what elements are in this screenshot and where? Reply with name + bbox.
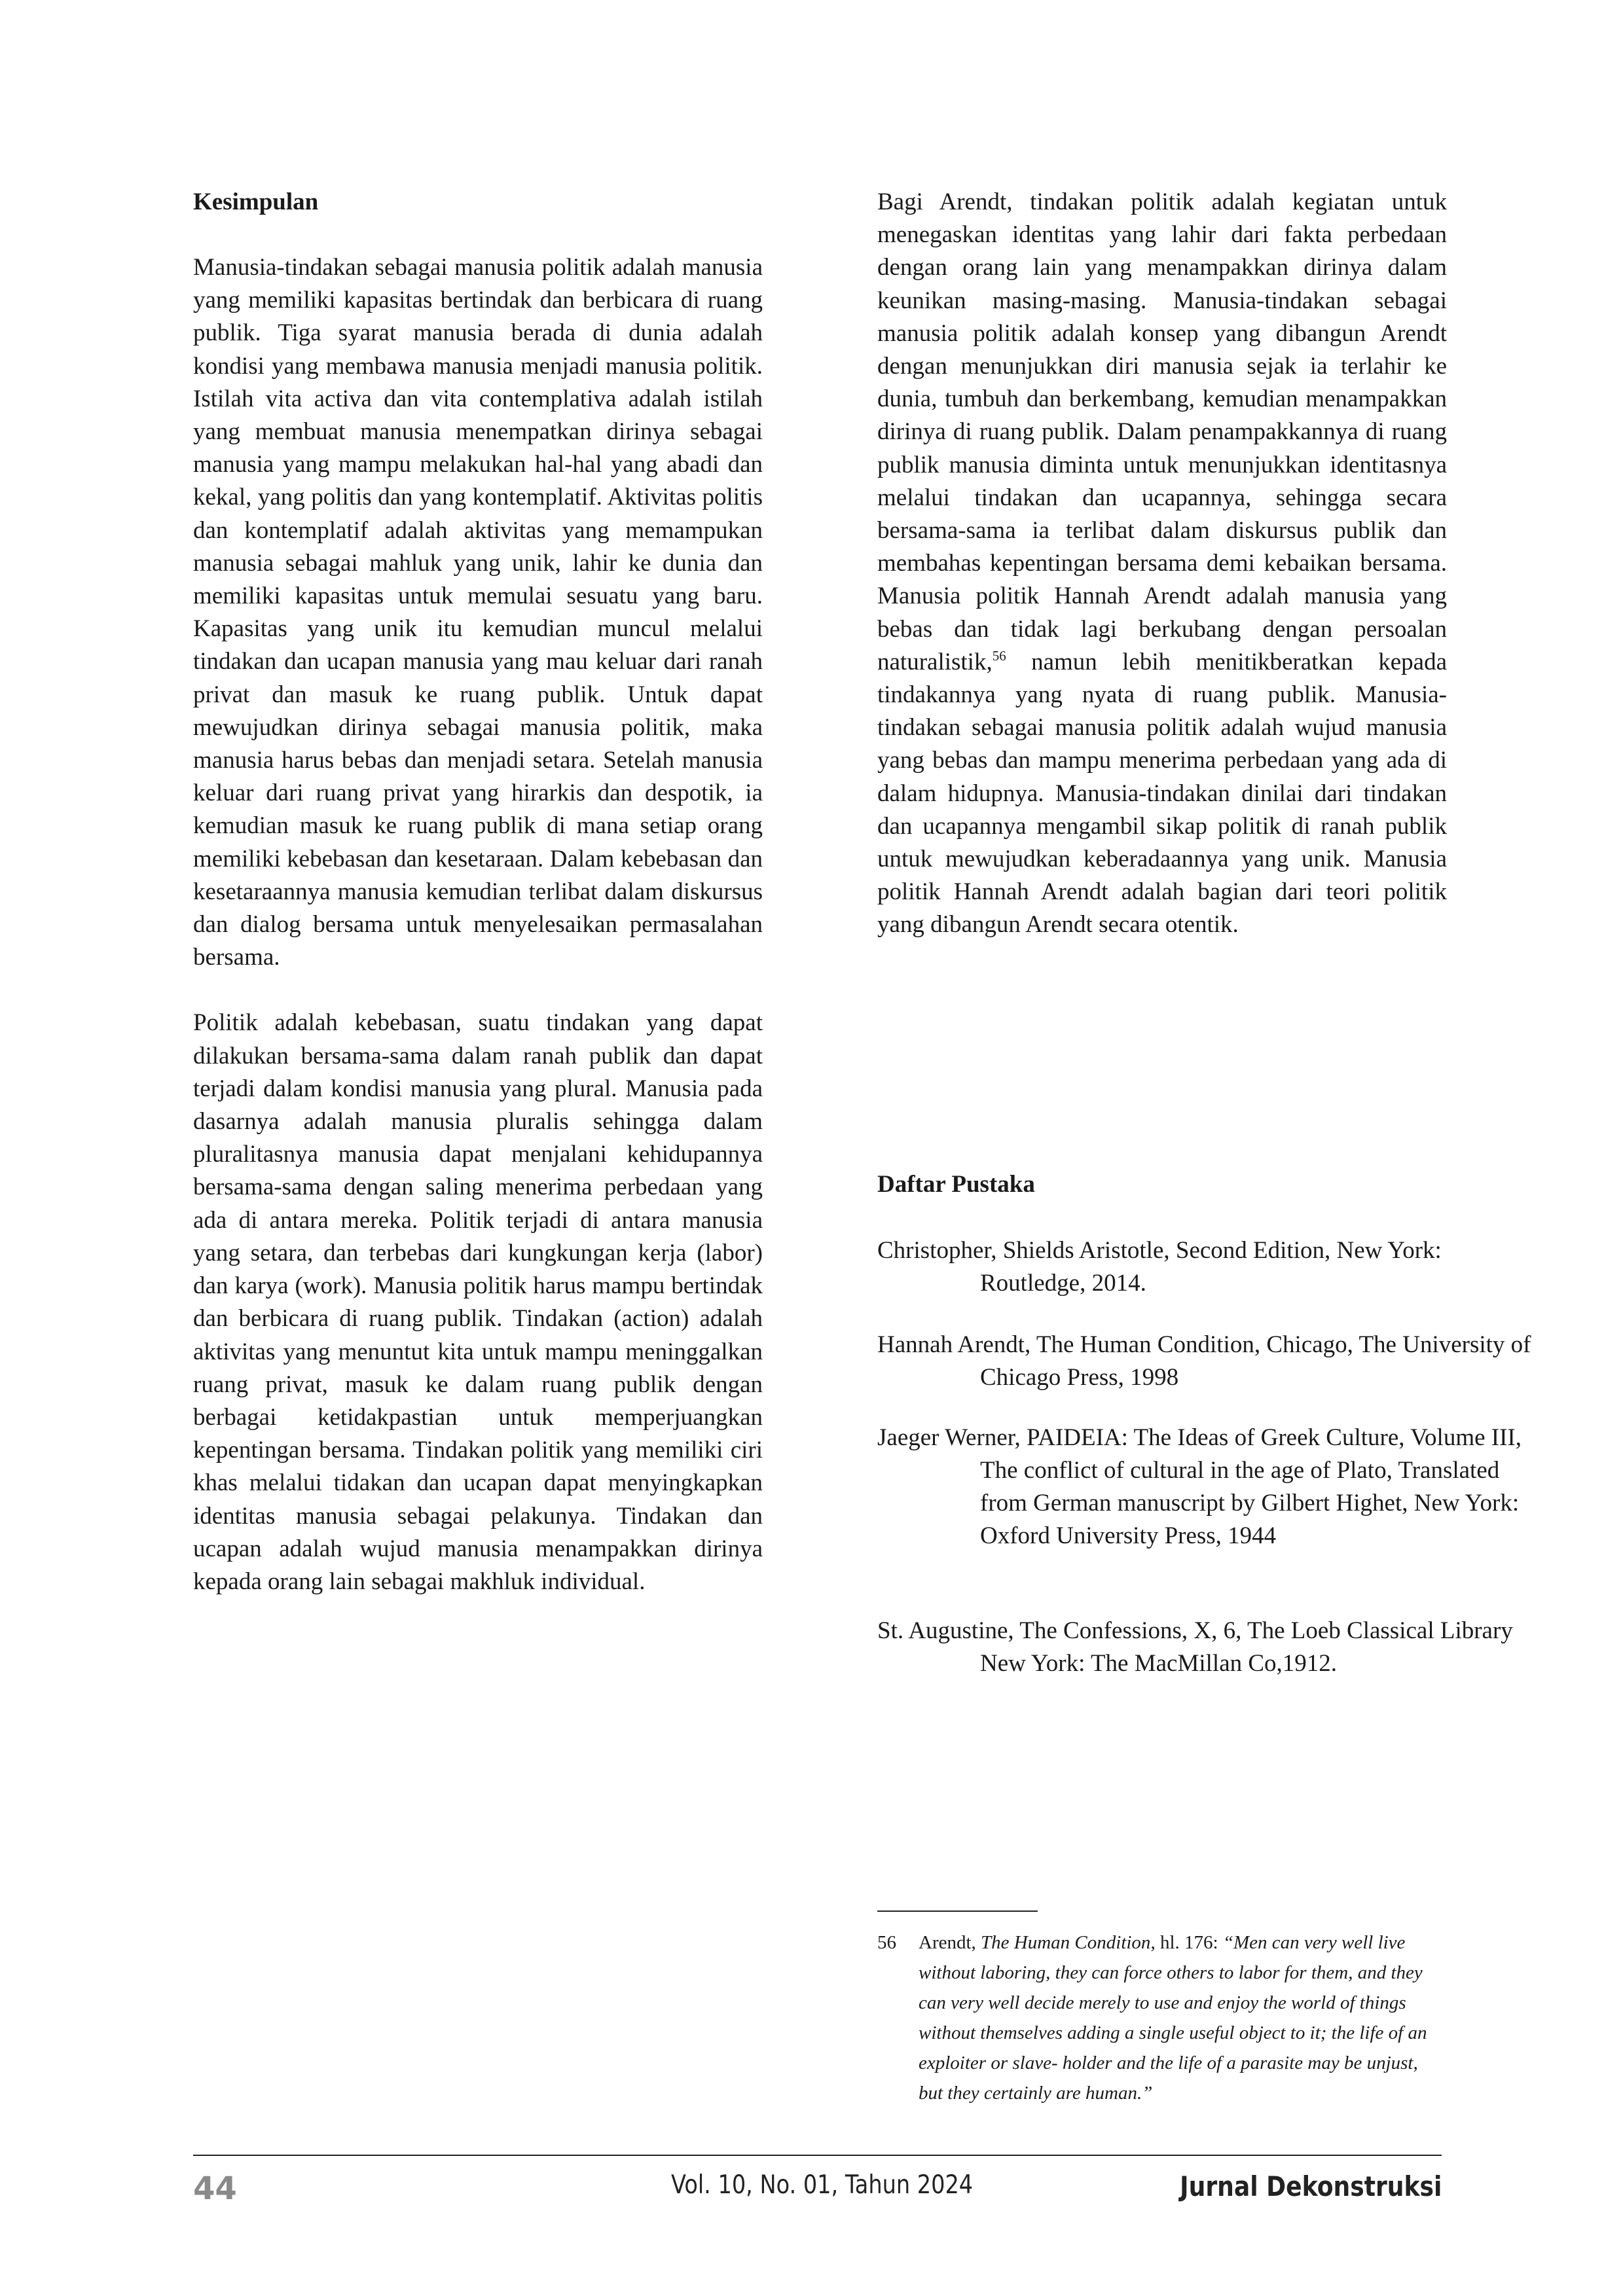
section-heading-conclusion: Kesimpulan [193,188,319,215]
bibliography-entry: St. Augustine, The Confessions, X, 6, The Loeb Classical Library New York: The MacMillan Co,1912. [877,1617,1513,1677]
body-paragraph: Politik adalah kebebasan, suatu tindakan yang dapat dilakukan bersama-sama dalam ranah publik dan dapat terjadi dalam kondisi manusia yang plural. Manusia pada dasarnya adalah manusia pluralis sehingga dalam pluralitasnya manusia dapat menjalani kehidupannya bersama-sama dengan saling menerima perbedaan yang ada di antara mereka. Politik terjadi di antara manusia yang setara, dan terbebas dari kungkungan kerja (labor) dan karya (work). Manusia politik harus mampu bertindak dan berbicara di ruang publik. Tindakan (action) adalah aktivitas yang menuntut kita untuk mampu meninggalkan ruang privat, masuk ke dalam ruang publik dengan berbagai ketidakpastian untuk memperjuangkan kepentingan bersama. Tindakan politik yang memiliki ciri khas melalui tidakan dan ucapan dapat menyingkapkan identitas manusia sebagai pelakunya. Tindakan dan ucapan adalah wujud manusia menampakkan dirinya kepada orang lain sebagai makhluk individual. [193,1009,763,1595]
footnote-number: 56 [877,1932,896,1953]
footnote-reference[interactable]: 56 [992,647,1006,664]
page-number: 44 [193,2170,237,2207]
footnote-text [919,1928,1447,2108]
footnote-title: The Human Condition [981,1932,1151,1953]
bibliography-entry: Jaeger Werner, PAIDEIA: The Ideas of Greek Culture, Volume III, The conflict of cultural in the age of Plato, Translated from German manuscript by Gilbert Highet, New York: Oxford University Press, 1944 [877,1424,1522,1549]
footer-divider [193,2155,1442,2156]
left-column [193,186,763,1598]
footnote-author: Arendt, [919,1932,981,1953]
footnote-divider [877,1910,1038,1912]
right-column [877,186,1447,942]
body-paragraph: Manusia-tindakan sebagai manusia politik adalah manusia yang memiliki kapasitas bertindak dan berbicara di ruang publik. Tiga syarat manusia berada di dunia adalah kondisi yang membawa manusia menjadi manusia politik. Istilah vita activa dan vita contemplativa adalah istilah yang membuat manusia menempatkan dirinya sebagai manusia yang mampu melakukan hal-hal yang abadi dan kekal, yang politis dan yang kontemplatif. Aktivitas politis dan kontemplatif adalah aktivitas yang memampukan manusia sebagai mahluk yang unik, lahir ke dunia dan memiliki kapasitas untuk memulai sesuatu yang baru. Kapasitas yang unik itu kemudian muncul melalui tindakan dan ucapan manusia yang mau keluar dari ranah privat dan masuk ke ruang publik. Untuk dapat mewujudkan dirinya sebagai manusia politik, maka manusia harus bebas dan menjadi setara. Setelah manusia keluar dari ruang privat yang hirarkis dan despotik, ia kemudian masuk ke ruang publik di mana setiap orang memiliki kebebasan dan kesetaraan. Dalam kebebasan dan kesetaraannya manusia kemudian terlibat dalam diskursus dan dialog bersama untuk menyelesaikan permasalahan bersama. [193,254,763,971]
footnote-quote: “Men can very well live without laboring, they can force others to labor for them, and they can very well decide merely to use and enjoy the world of things without themselves adding a single useful object to it; the life of an exploiter or slave- holder and the life of a parasite may be unjust, but they certainly are human.” [919,1932,1427,2104]
bibliography-heading: Daftar Pustaka [877,1171,1035,1198]
paragraph-text: Bagi Arendt, tindakan politik adalah kegiatan untuk menegaskan identitas yang lahir dari fakta perbedaan dengan orang lain yang menampakkan dirinya dalam keunikan masing-masing. Manusia-tindakan sebagai manusia politik adalah konsep yang dibangun Arendt dengan menunjukkan diri manusia sejak ia terlahir ke dunia, tumbuh dan berkembang, kemudian menampakkan dirinya di ruang publik. Dalam penampakkannya di ruang publik manusia diminta untuk menunjukkan identitasnya melalui tindakan dan ucapannya, sehingga secara bersama-sama ia terlibat dalam diskursus publik dan membahas kepentingan bersama demi kebaikan bersama. Manusia politik Hannah Arendt adalah manusia yang bebas dan tidak lagi berkubang dengan persoalan naturalistik, [877,188,1447,675]
bibliography-entry: Hannah Arendt, The Human Condition, Chicago, The University of Chicago Press, 1998 [877,1331,1531,1391]
body-paragraph [877,186,1447,942]
issue-info: Vol. 10, No. 01, Tahun 2024 [671,2170,974,2200]
footnote-page: , hl. 176: [1150,1932,1223,1953]
footnote [877,1928,1447,2108]
paragraph-text: namun lebih menitikberatkan kepada tindakannya yang nyata di ruang publik. Manusia-tindakan sebagai manusia politik adalah wujud manusia yang bebas dan mampu menerima perbedaan yang ada di dalam hidupnya. Manusia-tindakan dinilai dari tindakan dan ucapannya mengambil sikap politik di ranah publik untuk mewujudkan keberadaannya yang unik. Manusia politik Hannah Arendt adalah bagian dari teori politik yang dibangun Arendt secara otentik. [877,648,1447,939]
journal-name: Jurnal Dekonstruksi [1179,2170,1442,2202]
bibliography-entry: Christopher, Shields Aristotle, Second Edition, New York: Routledge, 2014. [877,1237,1442,1297]
